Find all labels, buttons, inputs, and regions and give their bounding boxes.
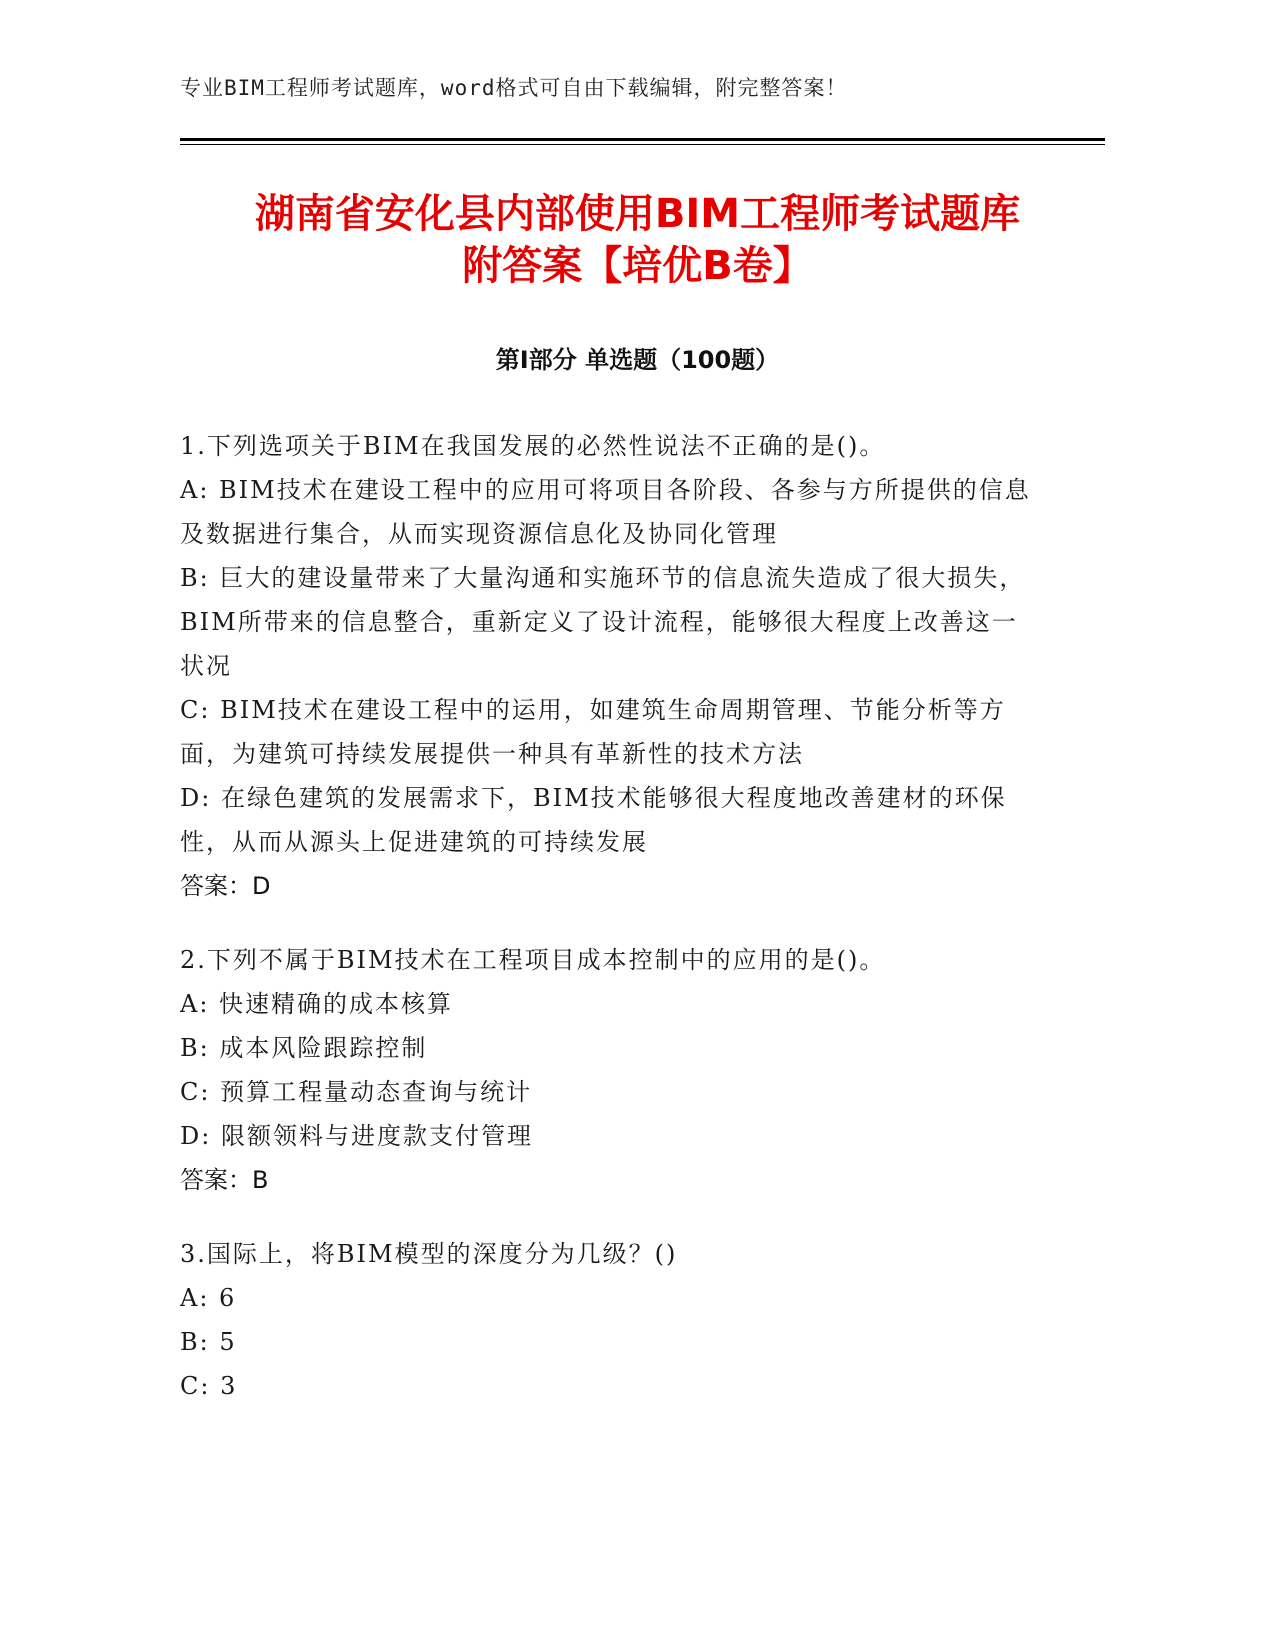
header-note: 专业BIM工程师考试题库，word格式可自由下载编辑，附完整答案！ [180, 76, 848, 100]
document-title-line-2: 附答案【培优B卷】 [462, 243, 813, 289]
document-title-line-1: 湖南省安化县内部使用BIM工程师考试题库 [254, 191, 1021, 237]
question-1 [180, 424, 1040, 908]
option-c: C: 预算工程量动态查询与统计 [180, 1078, 533, 1106]
option-a: A: 6 [180, 1284, 237, 1312]
question-3 [180, 1232, 1040, 1408]
question-stem: 2.下列不属于BIM技术在工程项目成本控制中的应用的是()。 [180, 946, 886, 974]
document-title [140, 188, 1135, 292]
option-d: D: 在绿色建筑的发展需求下，BIM技术能够很大程度地改善建材的环保性，从而从源头上促进建筑的可持续发展 [180, 784, 1007, 856]
answer: 答案：B [180, 1166, 269, 1194]
option-a: A: BIM技术在建设工程中的应用可将项目各阶段、各参与方所提供的信息及数据进行集合，从而实现资源信息化及协同化管理 [180, 476, 1031, 548]
option-b: B: 巨大的建设量带来了大量沟通和实施环节的信息流失造成了很大损失，BIM所带来的信息整合，重新定义了设计流程，能够很大程度上改善这一状况 [180, 564, 1026, 680]
answer: 答案：D [180, 872, 271, 900]
section-heading: 第I部分 单选题（100题） [495, 346, 780, 374]
option-b: B: 5 [180, 1328, 237, 1356]
question-list [180, 424, 1040, 1438]
header-divider-thin [180, 144, 1105, 145]
option-d: D: 限额领料与进度款支付管理 [180, 1122, 533, 1150]
option-c: C: BIM技术在建设工程中的运用，如建筑生命周期管理、节能分析等方面，为建筑可持续发展提供一种具有革新性的技术方法 [180, 696, 1006, 768]
question-stem: 1.下列选项关于BIM在我国发展的必然性说法不正确的是()。 [180, 432, 886, 460]
option-a: A: 快速精确的成本核算 [180, 990, 454, 1018]
question-stem: 3.国际上，将BIM模型的深度分为几级？() [180, 1240, 678, 1268]
header-divider-thick [180, 138, 1105, 141]
question-2 [180, 938, 1040, 1202]
option-c: C: 3 [180, 1372, 238, 1400]
option-b: B: 成本风险跟踪控制 [180, 1034, 428, 1062]
